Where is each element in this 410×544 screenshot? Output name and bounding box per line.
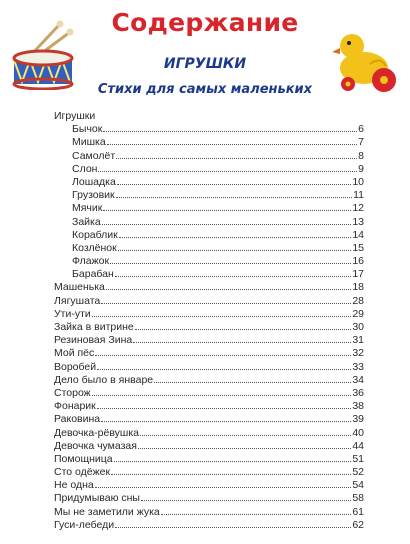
toc-entry bbox=[54, 413, 364, 426]
entry-title: Бычок bbox=[72, 123, 103, 136]
entry-title: Придумываю сны bbox=[54, 492, 140, 505]
entry-title: Мой пёс bbox=[54, 347, 95, 360]
dot-leader bbox=[115, 519, 351, 528]
toc-entry bbox=[54, 281, 364, 294]
dot-leader bbox=[92, 308, 352, 317]
entry-title: Раковина bbox=[54, 413, 101, 426]
dot-leader bbox=[103, 202, 351, 211]
entry-page-number: 8 bbox=[358, 149, 364, 162]
entry-page-number: 17 bbox=[352, 268, 364, 281]
entry-title: Слон bbox=[72, 162, 98, 175]
toc-entry bbox=[54, 466, 364, 479]
section-heading: ИГРУШКИ bbox=[163, 56, 247, 72]
dot-leader bbox=[110, 255, 351, 264]
entry-page-number: 36 bbox=[352, 386, 364, 399]
entry-page-number: 58 bbox=[352, 492, 364, 505]
dot-leader bbox=[117, 176, 352, 185]
entry-title: Фонарик bbox=[54, 400, 96, 413]
dot-leader bbox=[106, 281, 351, 290]
entry-page-number: 33 bbox=[352, 360, 364, 373]
toc-entry bbox=[54, 268, 364, 281]
dot-leader bbox=[98, 163, 357, 172]
toc-entry bbox=[54, 150, 364, 163]
entry-title: Мячик bbox=[72, 202, 103, 215]
dot-leader bbox=[116, 150, 357, 159]
toc-entry bbox=[54, 255, 364, 268]
entry-page-number: 13 bbox=[352, 215, 364, 228]
entry-title: Не одна bbox=[54, 479, 94, 492]
entry-title: Барабан bbox=[72, 268, 114, 281]
dot-leader bbox=[135, 321, 352, 330]
entry-page-number: 34 bbox=[352, 373, 364, 386]
entry-title: Гуси-лебеди bbox=[54, 518, 115, 531]
toc-entry bbox=[54, 374, 364, 387]
entry-title: Грузовик bbox=[72, 189, 115, 202]
dot-leader bbox=[103, 123, 357, 132]
toc-entry bbox=[54, 321, 364, 334]
toc-entry bbox=[54, 440, 364, 453]
dot-leader bbox=[101, 295, 351, 304]
toc-entry bbox=[54, 136, 364, 149]
entry-title: Самолёт bbox=[72, 149, 116, 162]
entry-page-number: 62 bbox=[352, 518, 364, 531]
entry-page-number: 54 bbox=[352, 479, 364, 492]
toc-entry bbox=[54, 123, 364, 136]
group-heading: Игрушки bbox=[54, 110, 96, 122]
entry-page-number: 30 bbox=[352, 321, 364, 333]
dot-leader bbox=[118, 242, 352, 251]
entry-page-number: 44 bbox=[352, 439, 364, 452]
dot-leader bbox=[111, 466, 351, 475]
entry-page-number: 15 bbox=[352, 241, 364, 254]
toc-entry bbox=[54, 189, 364, 202]
entry-title: Зайка в витрине bbox=[54, 321, 134, 333]
toc-entry bbox=[54, 479, 364, 492]
entry-page-number: 9 bbox=[358, 162, 364, 175]
entry-title: Девочка чумазая bbox=[54, 439, 137, 452]
dot-leader bbox=[119, 229, 352, 238]
dot-leader bbox=[154, 374, 351, 383]
entry-page-number: 52 bbox=[352, 466, 364, 479]
dot-leader bbox=[161, 506, 352, 515]
entry-page-number: 32 bbox=[352, 347, 364, 360]
toc-entry bbox=[54, 334, 364, 347]
section-subtitle: Стихи для самых маленьких bbox=[97, 82, 313, 97]
dot-leader bbox=[140, 427, 351, 436]
entry-page-number: 31 bbox=[352, 334, 364, 347]
dot-leader bbox=[95, 479, 352, 488]
entry-page-number: 61 bbox=[352, 505, 364, 518]
entry-title: Девочка-рёвушка bbox=[54, 426, 140, 439]
entry-title: Козлёнок bbox=[72, 241, 117, 254]
toc-entry bbox=[54, 163, 364, 176]
entry-title: Мишка bbox=[72, 136, 106, 149]
toc-entry bbox=[54, 176, 364, 189]
entry-page-number: 29 bbox=[352, 307, 364, 320]
dot-leader bbox=[115, 268, 351, 277]
page-title: Содержание bbox=[111, 8, 299, 37]
entry-title: Помощница bbox=[54, 452, 113, 465]
entry-title: Ути-ути bbox=[54, 307, 91, 320]
dot-leader bbox=[97, 361, 351, 370]
entry-page-number: 28 bbox=[352, 294, 364, 307]
dot-leader bbox=[102, 216, 352, 225]
entry-title: Сторож bbox=[54, 386, 91, 399]
toc-entry bbox=[54, 400, 364, 413]
entry-page-number: 10 bbox=[352, 175, 364, 188]
entry-page-number: 14 bbox=[352, 228, 364, 241]
entry-title: Мы не заметили жука bbox=[54, 505, 160, 518]
entry-page-number: 7 bbox=[358, 136, 364, 149]
dot-leader bbox=[97, 400, 352, 409]
entry-page-number: 12 bbox=[352, 202, 364, 215]
entry-title: Резиновая Зина bbox=[54, 334, 133, 347]
entry-title: Кораблик bbox=[72, 228, 118, 241]
toc-entry bbox=[54, 295, 364, 308]
entry-page-number: 38 bbox=[352, 400, 364, 413]
dot-leader bbox=[92, 387, 352, 396]
entry-title: Зайка bbox=[72, 215, 101, 228]
entry-title: Воробей bbox=[54, 360, 97, 373]
entry-page-number: 18 bbox=[352, 281, 364, 294]
dot-leader bbox=[107, 136, 357, 145]
entry-title: Сто одёжек bbox=[54, 466, 111, 479]
toc-entry bbox=[54, 427, 364, 440]
entry-title: Лошадка bbox=[72, 175, 116, 188]
dot-leader bbox=[141, 492, 351, 501]
toc-entry bbox=[54, 361, 364, 374]
entry-title: Лягушата bbox=[54, 294, 101, 307]
entry-page-number: 11 bbox=[353, 189, 364, 202]
toc-entry bbox=[54, 242, 364, 255]
entry-title: Флажок bbox=[72, 255, 110, 268]
toc-entry bbox=[54, 492, 364, 505]
dot-leader bbox=[114, 453, 352, 462]
dot-leader bbox=[116, 189, 352, 198]
toc-entry bbox=[54, 308, 364, 321]
toc-entry bbox=[54, 519, 364, 532]
sub-entry-list bbox=[54, 123, 364, 281]
dot-leader bbox=[95, 347, 351, 356]
entry-title: Машенька bbox=[54, 281, 105, 294]
toc-entry bbox=[54, 347, 364, 360]
toc-entry bbox=[54, 387, 364, 400]
toc-entry bbox=[54, 229, 364, 242]
toc-entry bbox=[54, 202, 364, 215]
table-of-contents bbox=[54, 110, 364, 532]
dot-leader bbox=[133, 334, 351, 343]
toc-entry bbox=[54, 216, 364, 229]
entry-page-number: 6 bbox=[358, 123, 364, 136]
entry-page-number: 51 bbox=[352, 452, 364, 465]
dot-leader bbox=[138, 440, 351, 449]
toc-entry bbox=[54, 453, 364, 466]
entry-title: Дело было в январе bbox=[54, 373, 154, 386]
dot-leader bbox=[101, 413, 351, 422]
entry-page-number: 39 bbox=[352, 413, 364, 426]
entry-list bbox=[54, 281, 364, 532]
toc-entry bbox=[54, 506, 364, 519]
entry-page-number: 16 bbox=[352, 255, 364, 268]
entry-page-number: 40 bbox=[352, 426, 364, 439]
